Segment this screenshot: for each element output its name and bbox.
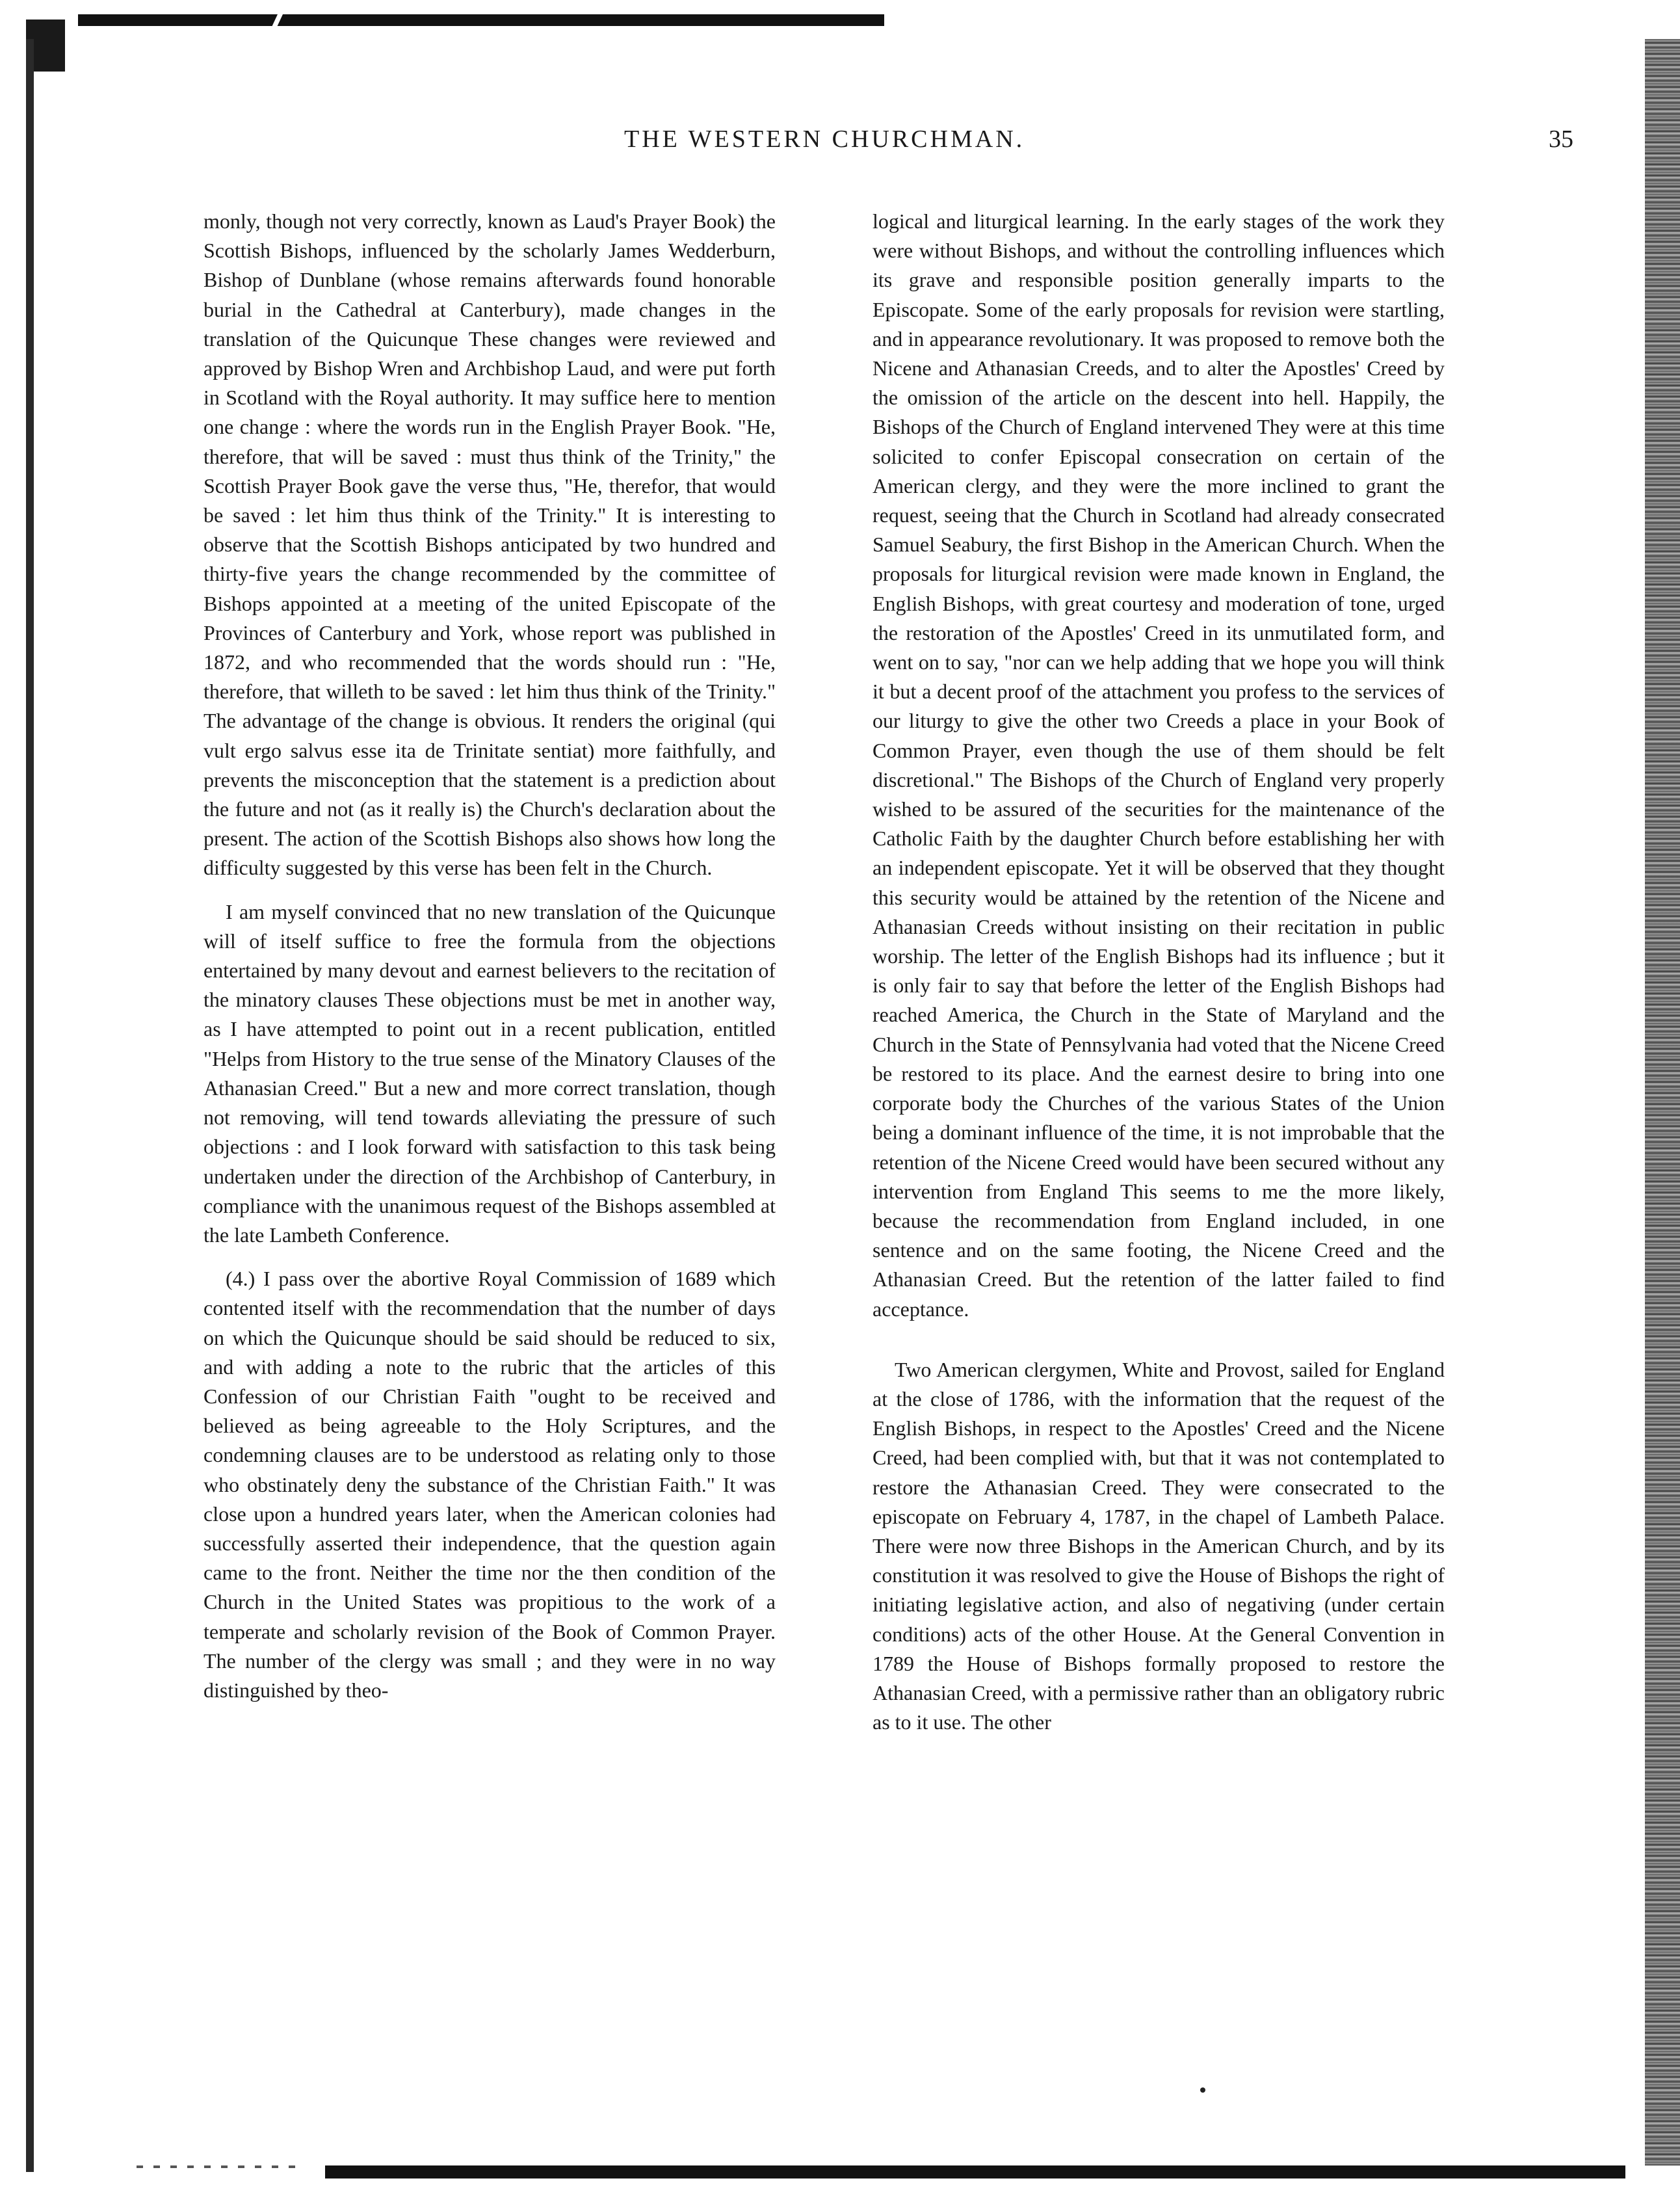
right-paragraph-1: logical and liturgical learning. In the early stages of the work they were without Bishops, and without the controlling influences which its grave and responsible position generally imparts to the Episcopate. Some of the early proposals for revision were startling, and in appearance revolutionary. It was proposed to remove both the Nicene and Athanasian Creeds, and to alter the Apostles' Creed by the omission of the article on the descent into hell. Happily, the Bishops of the Church of England intervened They were at this time solicited to confer Episcopal consecration on certain of the American clergy, and they were the more inclined to grant the request, seeing that the Church in Scotland had already consecrated Samuel Seabury, the first Bishop in the American Church. When the proposals for liturgical revision were made known in England, the English Bishops, with great courtesy and moderation of tone, urged the restoration of the Apostles' Creed in its unmutilated form, and went on to say, "nor can we help adding that we hope you will think it but a decent proof of the attachment you profess to the services of our liturgy to give the other two Creeds a place in your Book of Common Prayer, even though the use of them should be felt discretional." The Bishops of the Church of England very properly wished to be assured of the securities for the maintenance of the Catholic Faith by the daughter Church before establishing her with an independent episcopate. Yet it will be observed that they thought this security would be attained by the retention of the Nicene and Athanasian Creeds without insisting on their recitation in public worship. The letter of the English Bishops had its influence ; but it is only fair to say that before the letter of the English Bishops had reached America, the Church in the State of Maryland and the Church in the State of Pennsylvania had voted that the Nicene Creed be restored to its place. And the earnest desire to bring into one corporate body the Churches of the various States of the Union being a dominant influence of the time, it is not improbable that the retention of the Nicene Creed would have been secured without any intervention from England This seems to me the more likely, because the recommendation from England included, in one sentence and on the same footing, the Nicene Creed and the Athanasian Creed. But the retention of the latter failed to find acceptance. (873, 209, 1445, 1321)
bottom-border-rule (325, 2165, 1625, 2178)
left-paragraph-3: (4.) I pass over the abortive Royal Commission of 1689 which contented itself with the recommendation that the number of days on which the Quicunque should be said should be reduced to six, and with adding a note to the rubric that the articles of this Confession of our Christian Faith "ought to be received and believed as being agreeable to the Holy Scriptures, and the condemning clauses are to be understood as relating only to those who obstinately deny the substance of the Christian Faith." It was close upon a hundred years later, when the American colonies had successfully asserted their independence, that the question again came to the front. Neither the time nor the then condition of the Church in the United States was propitious to the work of a temperate and scholarly revision of the Book of Common Prayer. The number of the clergy was small ; and they were in no way distinguished by theo- (203, 1267, 776, 1702)
left-paragraph-2: I am myself convinced that no new translation of the Quicunque will of itself suffice to free the formula from the objections entertained by many devout and earnest believers to the recitation of the minatory clauses These objections must be met in another way, as I have attempted to point out in a recent publication, entitled "Helps from History to the true sense of the Minatory Clauses of the Athanasian Creed." But a new and more correct translation, though not removing, will tend towards alleviating the pressure of such objections : and I look forward with satisfaction to this task being undertaken under the direction of the Archbishop of Canterbury, in compliance with the unanimous request of the Bishops assembled at the late Lambeth Conference. (203, 899, 776, 1247)
top-border-rule (78, 14, 884, 26)
left-paragraph-1: monly, though not very correctly, known as Laud's Prayer Book) the Scottish Bishops, influenced by the scholarly James Wedderburn, Bishop of Dunblane (whose remains afterwards found honorable burial in the Cathedral at Canterbury), made changes in the translation of the Quicunque These changes were reviewed and approved by Bishop Wren and Archbishop Laud, and were put forth in Scotland with the Royal authority. It may suffice here to mention one change : where the words run in the English Prayer Book. "He, therefore, that will be saved : must thus think of the Trinity," the Scottish Prayer Book gave the verse thus, "He, therefor, that would be saved : let him thus think of the Trinity." It is interesting to observe that the Scottish Bishops anticipated by two hundred and thirty-five years the change recommended by the committee of Bishops appointed at a meeting of the united Episcopate of the Provinces of Canterbury and York, whose report was published in 1872, and who recommended that the words should run : "He, therefore, that willeth to be saved : let him thus think of the Trinity." The advantage of the change is obvious. It renders the original (qui vult ergo salvus esse ita de Trinitate sentiat) more faithfully, and prevents the misconception that the statement is a prediction about the future and not (as it really is) the Church's declaration about the present. The action of the Scottish Bishops also shows how long the difficulty suggested by this verse has been felt in the Church. (203, 209, 776, 880)
right-column (873, 207, 1445, 1737)
right-scan-edge (1645, 39, 1680, 2165)
left-column (203, 207, 776, 1705)
stray-ink-dot (1200, 2087, 1205, 2093)
page-header (195, 125, 1593, 164)
bottom-dotted-rule (137, 2165, 306, 2168)
left-binding-edge (26, 39, 34, 2172)
running-title: THE WESTERN CHURCHMAN. (624, 126, 1025, 153)
page-number: 35 (1549, 126, 1573, 153)
right-paragraph-2: Two American clergymen, White and Provost, sailed for England at the close of 1786, with the information that the request of the English Bishops, in respect to the Apostles' Creed and the Nicene Creed, had been complied with, but that it was not contemplated to restore the Athanasian Creed. They were consecrated to the episcopate on February 4, 1787, in the chapel of Lambeth Palace. There were now three Bishops in the American Church, and by its constitution it was resolved to give the House of Bishops the right of initiating legislative action, and also of negativing (under certain conditions) acts of the other House. At the General Convention in 1789 the House of Bishops formally proposed to restore the Athanasian Creed, with a permissive rather than an obligatory rubric as to it use. The other (873, 1357, 1445, 1734)
